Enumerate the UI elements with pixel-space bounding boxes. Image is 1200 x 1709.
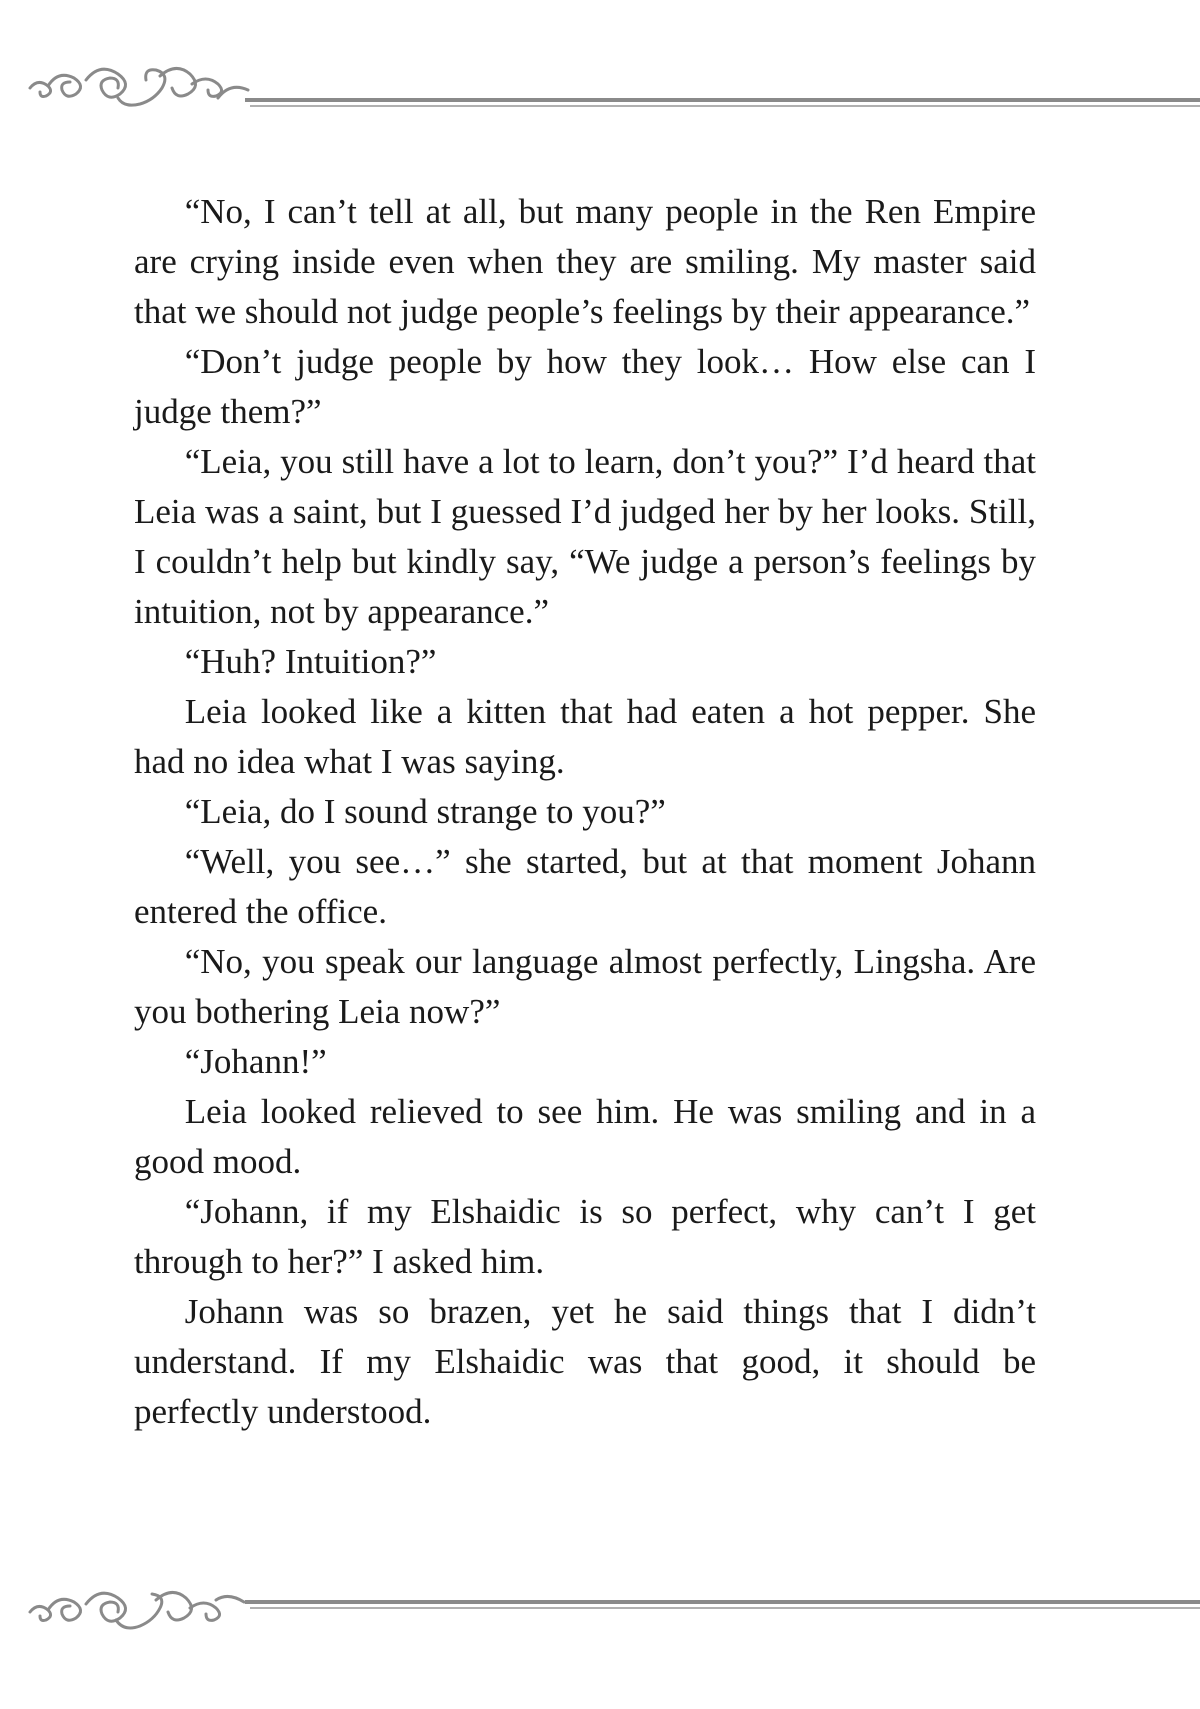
flourish-curl — [192, 79, 222, 96]
paragraph: “Leia, you still have a lot to learn, don’t you?” I’d heard that Leia was a saint, but I guessed I’d judged her by her looks. Still, I couldn’t help but kindly say, “We judge a person’s feelings by intuition, not by appearance.” — [134, 442, 1036, 631]
paragraph: “Huh? Intuition?” — [184, 642, 437, 681]
bottom-ornament-divider — [0, 1560, 1200, 1640]
paragraph: “Leia, do I sound strange to you?” — [184, 792, 666, 831]
flourish-curl — [190, 1603, 220, 1620]
top-ornament-divider — [0, 40, 1200, 120]
body-text — [134, 187, 1036, 1437]
flourish-curl — [86, 1593, 126, 1621]
paragraph: Leia looked like a kitten that had eaten a hot pepper. She had no idea what I was saying. — [134, 692, 1036, 781]
paragraph: Leia looked relieved to see him. He was smiling and in a good mood. — [134, 1092, 1036, 1181]
paragraph: “Well, you see…” she started, but at that moment Johann entered the office. — [134, 842, 1036, 931]
flourish-curl — [48, 75, 81, 96]
paragraph: “Johann!” — [184, 1042, 327, 1081]
flourish-curl — [216, 1596, 244, 1602]
paragraph: Johann was so brazen, yet he said things that I didn’t understand. If my Elshaidic was that good, it should be perfectly understood. — [134, 1292, 1036, 1431]
paragraph: “No, I can’t tell at all, but many people in the Ren Empire are crying inside even when they are smiling. My master said that we should not judge people’s feelings by their appearance.” — [134, 192, 1036, 331]
flourish-curl — [86, 69, 126, 97]
paragraph: “Johann, if my Elshaidic is so perfect, why can’t I get through to her?” I asked him. — [134, 1192, 1036, 1281]
paragraph: “No, you speak our language almost perfectly, Lingsha. Are you bothering Leia now?” — [134, 942, 1036, 1031]
paragraph: “Don’t judge people by how they look… How else can I judge them?” — [134, 342, 1036, 431]
flourish-curl — [48, 1599, 81, 1620]
